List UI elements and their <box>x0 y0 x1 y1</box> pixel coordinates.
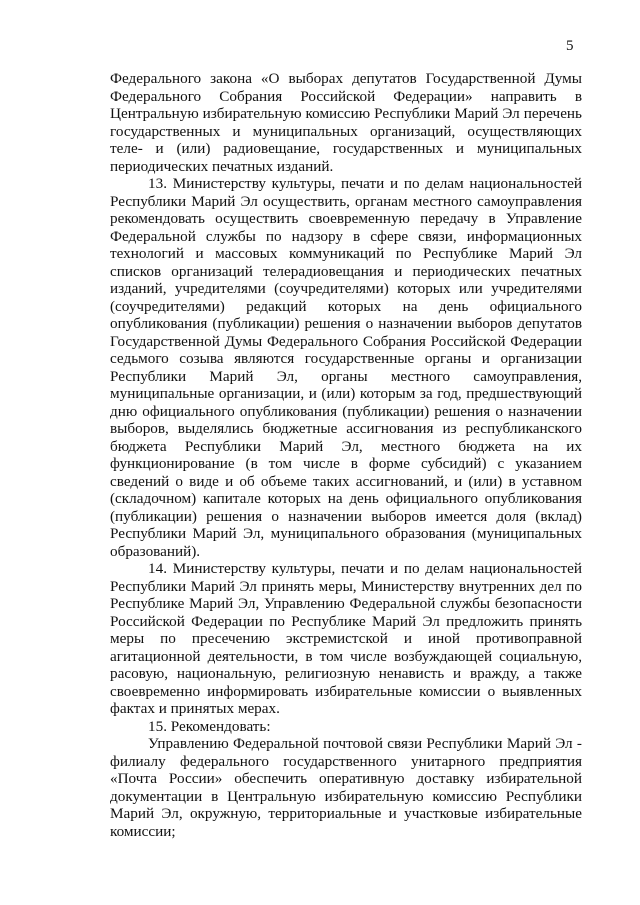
paragraph-continuation: Федерального закона «О выборах депутатов Государственной Думы Федерального Собрания Российской Федерации» направить в Центральную избирательную комиссию Республики Марий Эл перечень государственных и муниципальных организаций, осуществляющих теле- и (или) радиовещание, государственных и муниципальных периодических печатных изданий. <box>110 70 582 175</box>
paragraph-15-heading: 15. Рекомендовать: <box>148 717 271 735</box>
paragraph-14: 14. Министерству культуры, печати и по делам национальностей Республики Марий Эл принять меры, Министерству внутренних дел по Республике Марий Эл, Управлению Федеральной службы безопасности Российской Федерации по Республике Марий Эл предложить принять меры по пресечению экстремистской и иной противоправной агитационной деятельности, в том числе возбуждающей социальную, расовую, национальную, религиозную ненависть и вражду, а также своевременно информировать избирательные комиссии о выявленных фактах и принятых мерах. <box>110 560 582 717</box>
document-body <box>110 70 582 840</box>
page-number: 5 <box>566 38 574 54</box>
paragraph-13: 13. Министерству культуры, печати и по делам национальностей Республики Марий Эл осуществить, органам местного самоуправления рекомендовать осуществить своевременную передачу в Управление Федеральной службы по надзору в сфере связи, информационных технологий и массовых коммуникаций по Республике Марий Эл списков организаций телерадиовещания и периодических печатных изданий, учредителями (соучредителями) которых или учредителями (соучредителями) редакций которых на день официального опубликования (публикации) решения о назначении выборов депутатов Государственной Думы Федерального Собрания Российской Федерации седьмого созыва являются государственные органы и организации Республики Марий Эл, органы местного самоуправления, муниципальные организации, и (или) которым за год, предшествующий дню официального опубликования (публикации) решения о назначении выборов, выделялись бюджетные ассигнования из республиканского бюджета Республики Марий Эл, местного бюджета на их функционирование (в том числе в форме субсидий) с указанием сведений о виде и об объеме таких ассигнований, и (или) в уставном (складочном) капитале которых на день официального опубликования (публикации) решения о назначении выборов имеется доля (вклад) Республики Марий Эл, муниципального образования (муниципальных образований). <box>110 175 582 560</box>
paragraph-15-postal: Управлению Федеральной почтовой связи Республики Марий Эл - филиалу федерального государственного унитарного предприятия «Почта России» обеспечить оперативную доставку избирательной документации в Центральную избирательную комиссию Республики Марий Эл, окружную, территориальные и участковые избирательные комиссии; <box>110 735 582 840</box>
